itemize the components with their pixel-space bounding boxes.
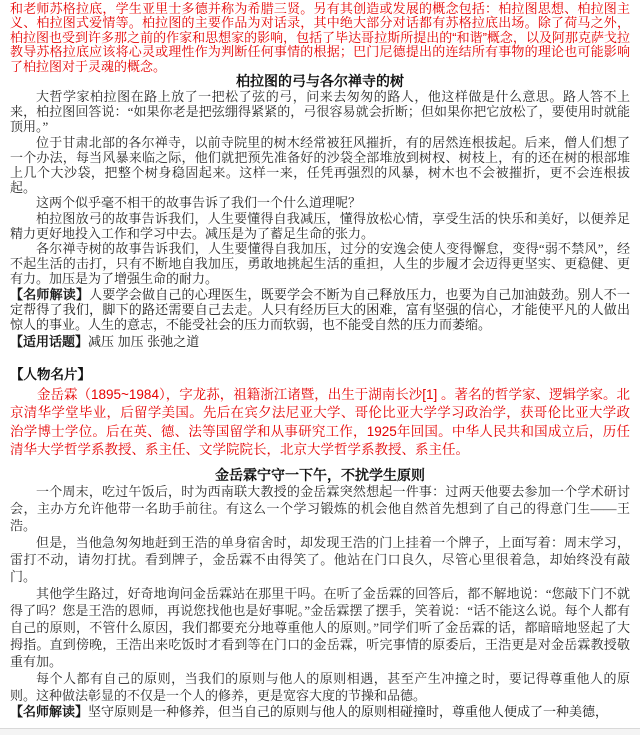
story2-paragraph: 每个人都有自己的原则，当我们的原则与他人的原则相遇，甚至产生冲撞之时，要记得尊重他人的原则。这种做法彰显的不仅是一个人的修养，更是宽容大度的节操和品德。 xyxy=(10,670,630,703)
plato-intro-continuation-paragraph: 和老师苏格拉底，学生亚里士多德并称为希腊三贤。另有其创造或发展的概念包括：柏拉图思想、柏拉图主义、柏拉图式爱情等。柏拉图的主要作品为对话录，其中绝大部分对话都有苏格拉底出场。除了荷马之外，柏拉图也受到许多那之前的作家和思想家的影响，包括了毕达哥拉斯所提出的“和谐”概念，以及阿那克萨戈拉教导苏格拉底应该将心灵或理性作为判断任何事情的根据；巴门尼德提出的连结所有事物的理论也可能影响了柏拉图对于灵魂的概念。 xyxy=(10,1,630,74)
story2-paragraph: 一个周末，吃过午饭后，时为西南联大教授的金岳霖突然想起一件事：过两天他要去参加一个学术研讨会，主办方允许他带一名助手前往。有这么一个学习锻炼的机会他自然首先想到了自己的得意门生——王浩。 xyxy=(10,483,630,533)
story1-body xyxy=(10,89,630,287)
story1-teacher-note xyxy=(10,287,630,332)
story1-paragraph: 各尔禅寺树的故事告诉我们，人生要懂得自我加压，过分的安逸会使人变得懈怠，变得“弱不禁风”，经不起生活的击打，只有不断地自我加压，勇敢地挑起生活的重担，人生的步履才会迈得更坚实、更稳健、更有力。加压是为了增强生命的耐力。 xyxy=(10,241,630,287)
page-bottom-edge xyxy=(0,728,640,735)
story1-topics xyxy=(10,334,630,349)
story1-paragraph: 位于甘肃北部的各尔禅寺，以前寺院里的树木经常被狂风摧折，有的居然连根拔起。后来，僧人们想了一个办法，每当风暴来临之际，他们就把预先准备好的沙袋全部堆放到树杈、树枝上，有的还在树的根部堆上几个大沙袋，把整个树身稳固起来。这样一来，任凭再强烈的风暴，树木也不会被摧折，更不会连根拔起。 xyxy=(10,134,630,196)
teacher-note-label: 【名师解读】 xyxy=(10,703,89,719)
topics-text: 减压 加压 张弛之道 xyxy=(88,333,200,349)
profile-card-heading: 【人物名片】 xyxy=(10,366,91,382)
story2-teacher-note xyxy=(10,704,630,719)
story1-title: 柏拉图的弓与各尔禅寺的树 xyxy=(236,73,404,90)
story2-paragraph: 但是，当他急匆匆地赶到王浩的单身宿舍时，却发现王浩的门上挂着一个牌子，上面写着：周末学习，雷打不动，请勿打扰。看到牌子，金岳霖不由得笑了。他站在门口良久，尽管心里很着急，却始终没有敲门。 xyxy=(10,534,630,584)
story2-body xyxy=(10,483,630,704)
teacher-note-text: 坚守原则是一种修养，但当自己的原则与他人的原则相碰撞时，尊重他人便成了一种美德， xyxy=(88,703,609,719)
story2-paragraph: 其他学生路过，好奇地询问金岳霖站在那里干吗。在听了金岳霖的回答后，都不解地说：“您敲下门不就得了吗？您是王浩的恩师，再说您找他也是好事呢。”金岳霖摆了摆手，笑着说：“话不能这么说。每个人都有自己的原则，不管什么原因，我们都要充分地尊重他人的原则。”同学们听了金岳霖的话，都暗暗地竖起了大拇指。直到傍晚，王浩出来吃饭时才看到等在门口的金岳霖，听完事情的原委后，王浩更是对金岳霖教授敬重有加。 xyxy=(10,585,630,669)
story2-title: 金岳霖宁守一下午，不扰学生原则 xyxy=(215,466,425,483)
topics-label: 【适用话题】 xyxy=(10,333,89,349)
jin-yuelin-bio-paragraph: 金岳霖（1895~1984），字龙荪，祖籍浙江诸暨，出生于湖南长沙[1] 。著名的哲学家、逻辑学家。北京清华学堂毕业，后留学美国。先后在宾夕法尼亚大学、哥伦比亚大学学习政治学，获哥伦比亚大学政治学博士学位。后在英、德、法等国留学和从事研究工作，1925年回国。中华人民共和国成立后，历任清华大学哲学系教授、系主任、文学院院长，北京大学哲学系教授、系主任。 xyxy=(10,386,630,458)
story1-paragraph: 柏拉图放弓的故事告诉我们，人生要懂得自我减压，懂得放松心情，享受生活的快乐和美好，以便养足精力更好地投入工作和学习中去。减压是为了蓄足生命的张力。 xyxy=(10,210,630,241)
story1-paragraph: 这两个似乎毫不相干的故事告诉了我们一个什么道理呢？ xyxy=(36,195,362,211)
story1-paragraph: 大哲学家柏拉图在路上放了一把松了弦的弓，问来去匆匆的路人，他这样做是什么意思。路人答不上来，柏拉图回答说：“如果你老是把弦绷得紧紧的，弓很容易就会折断；但如果你把它放松了，要使用时就能顶用。” xyxy=(10,89,630,135)
teacher-note-label: 【名师解读】 xyxy=(10,286,90,302)
teacher-note-text: 人要学会做自己的心理医生，既要学会不断为自己释放压力，也要为自己加油鼓劲。别人不一定帮得了我们，脚下的路还需要自己去走。人只有经历巨大的困难，富有坚强的信心，才能使平凡的人做出惊人的事业。人生的意志，不能受社会的压力而软弱，也不能受自然的压力而萎缩。 xyxy=(10,286,630,332)
